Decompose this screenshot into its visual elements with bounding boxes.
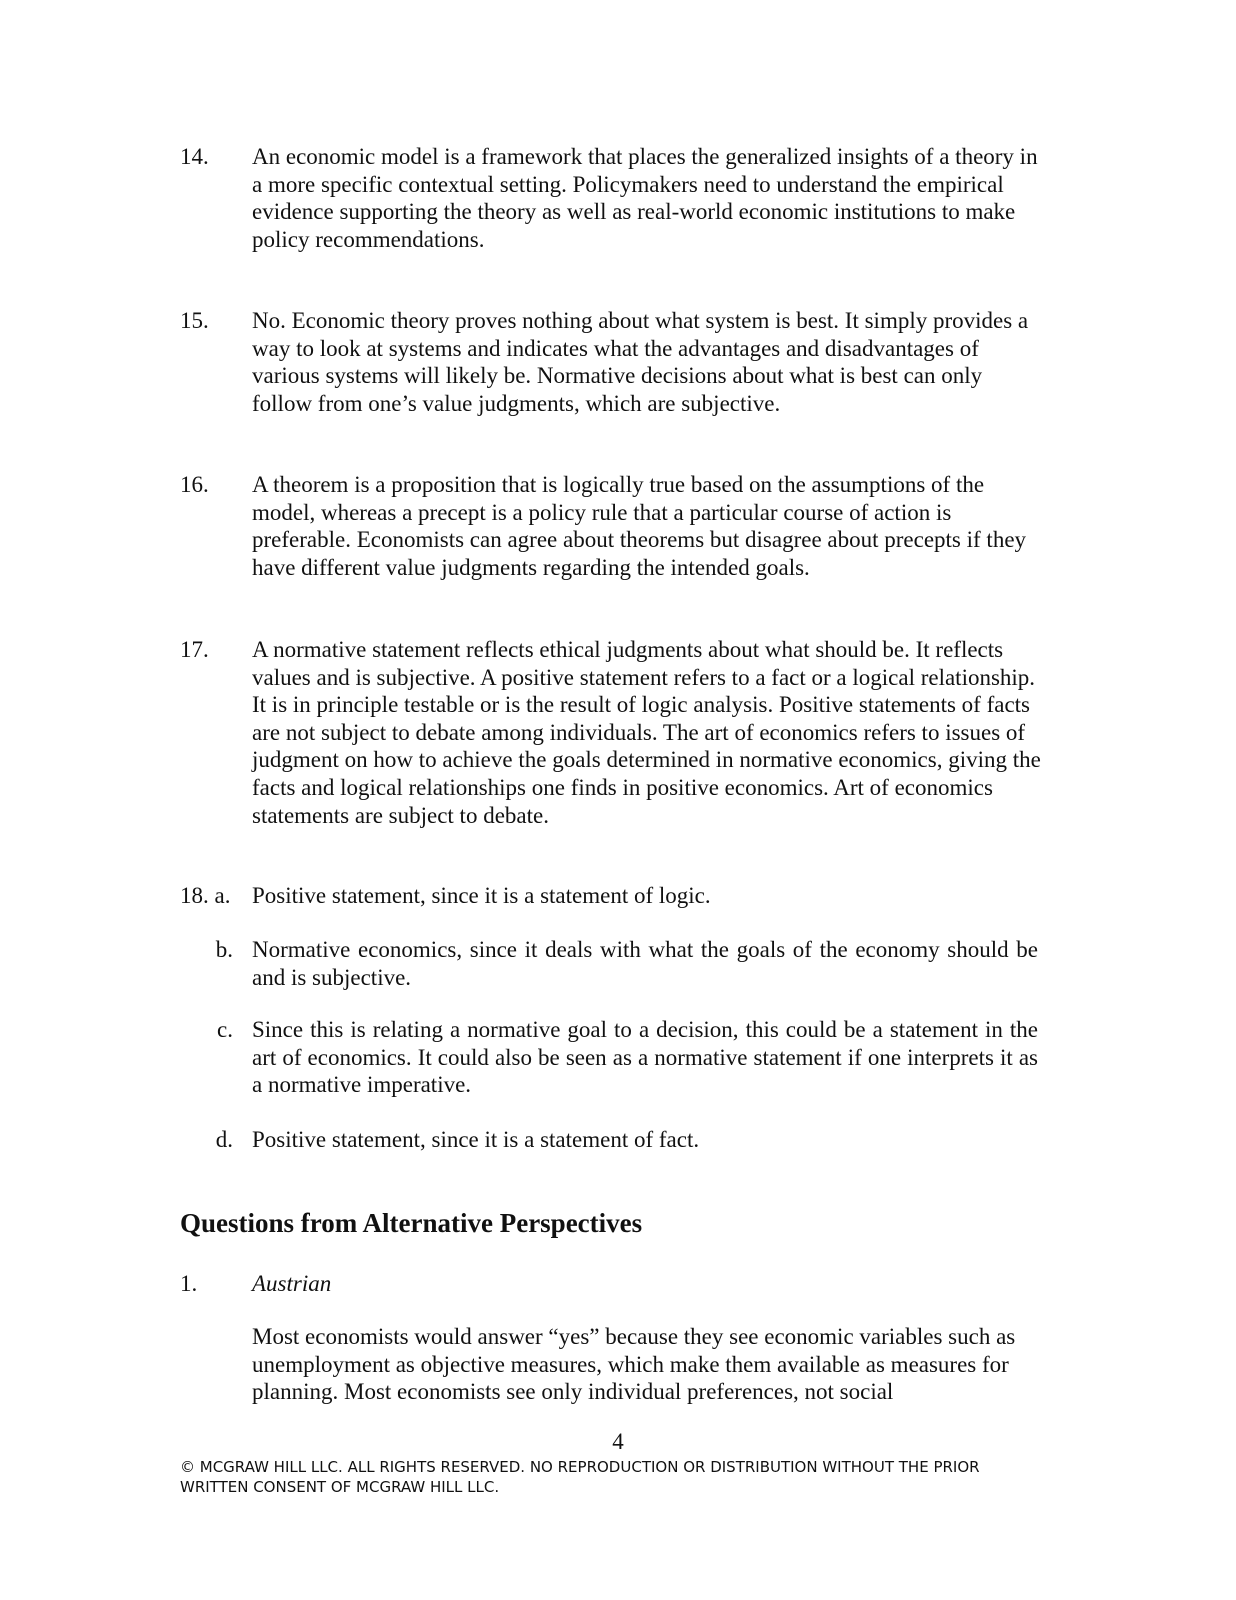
answer-text: A normative statement reflects ethical judgments about what should be. It reflects values and is subjective. A positive statement refers to a fact or a logical relationship. It is in principle testable or is the result of logic analysis. Positive statements of facts are not subject to debate among individuals. The art of economics refers to issues of judgment on how to achieve the goals determined in normative economics, giving the facts and logical relationships one finds in positive economics. Art of economics statements are subject to debate.	[252, 637, 1041, 828]
sub-letter: d.	[215, 1127, 233, 1152]
answer-18b	[180, 936, 1050, 991]
answer-number: 15.	[180, 308, 209, 333]
answer-18d	[180, 1126, 1050, 1154]
answer-text: Positive statement, since it is a statement of logic.	[252, 883, 711, 908]
answer-text: A theorem is a proposition that is logically true based on the assumptions of the model, whereas a precept is a policy rule that a particular course of action is preferable. Economists can agree about theorems but disagree about precepts if they have different value judgments regarding the intended goals.	[252, 472, 1027, 580]
answer-number: 18. a.	[180, 883, 231, 908]
sub-text: Positive statement, since it is a statement of fact.	[252, 1127, 700, 1152]
question-text: Most economists would answer “yes” because they see economic variables such as unemployment as objective measures, which make them available as measures for planning. Most economists see only individual preferences, not social	[252, 1324, 1016, 1405]
sub-letter: c.	[217, 1017, 233, 1042]
sub-text: Normative economics, since it deals with what the goals of the economy should be and is subjective.	[252, 937, 1038, 990]
section-heading: Questions from Alternative Perspectives	[180, 1208, 643, 1238]
answer-16	[180, 471, 1050, 581]
answer-number: 14.	[180, 144, 209, 169]
answer-17	[180, 636, 1050, 829]
answer-15	[180, 307, 1050, 417]
answer-18c	[180, 1016, 1050, 1099]
sub-letter: b.	[215, 937, 233, 962]
answer-number: 16.	[180, 472, 209, 497]
copyright-footer: © MCGRAW HILL LLC. ALL RIGHTS RESERVED. NO REPRODUCTION OR DISTRIBUTION WITHOUT THE PRIOR WRITTEN CONSENT OF MCGRAW HILL LLC.	[180, 1458, 980, 1496]
answer-18a	[180, 882, 1050, 910]
answer-text: No. Economic theory proves nothing about what system is best. It simply provides a way to look at systems and indicates what the advantages and disadvantages of various systems will likely be. Normative decisions about what is best can only follow from one’s value judgments, which are subjective.	[252, 308, 1029, 416]
answer-14	[180, 143, 1050, 253]
answer-text: An economic model is a framework that places the generalized insights of a theory in a more specific contextual setting. Policymakers need to understand the empirical evidence supporting the theory as well as real-world economic institutions to make policy recommendations.	[252, 144, 1038, 252]
page-number: 4	[612, 1429, 624, 1454]
question-number: 1.	[180, 1271, 198, 1296]
sub-text: Since this is relating a normative goal to a decision, this could be a statement in the art of economics. It could also be seen as a normative statement if one interprets it as a normative imperative.	[252, 1017, 1038, 1098]
question-label: Austrian	[252, 1271, 332, 1296]
answer-number: 17.	[180, 637, 209, 662]
